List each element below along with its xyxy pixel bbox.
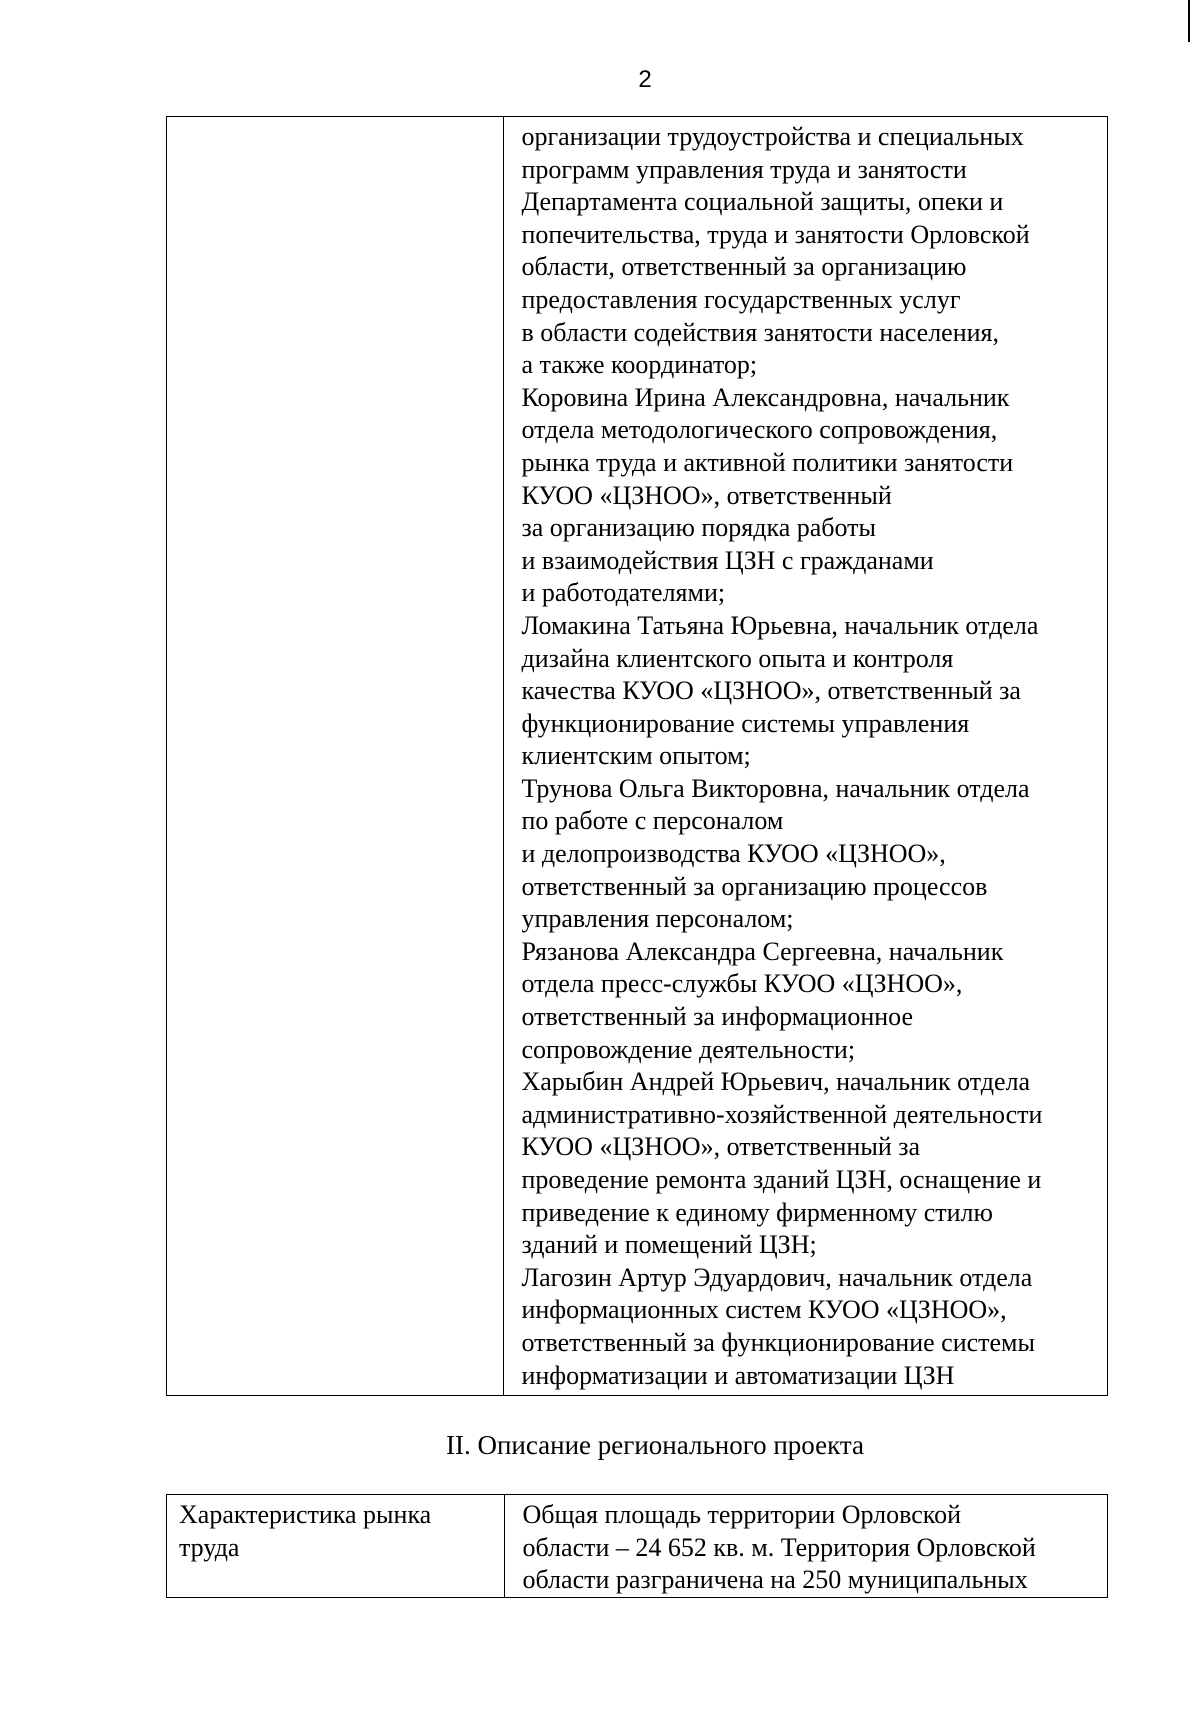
page-number: 2 bbox=[638, 66, 652, 93]
text-line: ответственный за организацию процессов bbox=[521, 871, 988, 901]
text-line: административно-хозяйственной деятельности bbox=[521, 1099, 1043, 1129]
table-cell-responsible-list bbox=[504, 117, 1108, 1396]
text-line: КУОО «ЦЗНОО», ответственный за bbox=[521, 1132, 921, 1162]
text-line: Департамента социальной защиты, опеки и bbox=[521, 187, 1004, 217]
label-line: Характеристика рынка bbox=[179, 1500, 432, 1529]
text-line: Коровина Ирина Александровна, начальник bbox=[521, 382, 1010, 412]
text-line: рынка труда и активной политики занятости bbox=[521, 447, 1014, 477]
text-line: функционирование системы управления bbox=[521, 708, 970, 738]
text-line: проведение ремонта зданий ЦЗН, оснащение и bbox=[521, 1165, 1042, 1194]
text-line: информационных систем КУОО «ЦЗНОО», bbox=[521, 1295, 1007, 1325]
text-line: Трунова Ольга Викторовна, начальник отдела bbox=[521, 773, 1030, 803]
responsible-persons-table bbox=[166, 116, 1108, 1396]
text-line: клиентским опытом; bbox=[521, 741, 751, 771]
label-line: труда bbox=[179, 1532, 240, 1562]
responsible-list-text bbox=[504, 117, 1107, 1392]
text-line: а также координатор; bbox=[521, 350, 758, 380]
labor-market-label bbox=[167, 1495, 504, 1564]
table-row bbox=[167, 117, 1108, 1396]
text-line: зданий и помещений ЦЗН; bbox=[521, 1230, 817, 1260]
text-line: сопровождение деятельности; bbox=[521, 1034, 856, 1064]
text-line: ответственный за функционирование системы bbox=[521, 1327, 1035, 1357]
text-line: по работе с персоналом bbox=[521, 806, 784, 836]
text-line: и работодателями; bbox=[521, 578, 726, 608]
project-description-table bbox=[166, 1494, 1108, 1598]
text-line: Харыбин Андрей Юрьевич, начальник отдела bbox=[521, 1067, 1031, 1097]
text-line: области, ответственный за организацию bbox=[521, 252, 967, 282]
labor-market-description bbox=[505, 1495, 1107, 1597]
text-line: дизайна клиентского опыта и контроля bbox=[521, 643, 954, 673]
text-line: управления персоналом; bbox=[521, 904, 794, 934]
text-line: в области содействия занятости населения, bbox=[521, 317, 1000, 347]
text-line: программ управления труда и занятости bbox=[521, 154, 967, 184]
text-line: области разграничена на 250 муниципальных bbox=[522, 1565, 1028, 1595]
table-cell-value bbox=[505, 1495, 1108, 1598]
section-heading: II. Описание регионального проекта bbox=[445, 1430, 864, 1460]
text-line: ответственный за информационное bbox=[521, 1002, 914, 1032]
text-line: Лагозин Артур Эдуардович, начальник отдела bbox=[521, 1262, 1033, 1292]
table-cell-label bbox=[167, 1495, 505, 1598]
scan-edge-bar bbox=[1188, 0, 1190, 42]
text-line: попечительства, труда и занятости Орловской bbox=[521, 219, 1030, 249]
text-line: предоставления государственных услуг bbox=[521, 284, 961, 314]
text-line: области – 24 652 кв. м. Территория Орловской bbox=[522, 1532, 1036, 1562]
text-line: организации трудоустройства и специальных bbox=[521, 122, 1024, 151]
text-line: за организацию порядка работы bbox=[521, 513, 877, 543]
text-line: и делопроизводства КУОО «ЦЗНОО», bbox=[521, 839, 946, 869]
text-line: отдела методологического сопровождения, bbox=[521, 415, 998, 445]
table-row bbox=[167, 1495, 1108, 1598]
text-line: КУОО «ЦЗНОО», ответственный bbox=[521, 480, 892, 510]
text-line: Ломакина Татьяна Юрьевна, начальник отдела bbox=[521, 610, 1039, 640]
table-cell-empty bbox=[167, 117, 504, 1396]
text-line: приведение к единому фирменному стилю bbox=[521, 1197, 993, 1227]
left-cell-text bbox=[167, 117, 503, 121]
text-line: качества КУОО «ЦЗНОО», ответственный за bbox=[521, 676, 1021, 706]
text-line: отдела пресс-службы КУОО «ЦЗНОО», bbox=[521, 969, 963, 999]
text-line: Рязанова Александра Сергеевна, начальник bbox=[521, 936, 1004, 966]
text-line: Общая площадь территории Орловской bbox=[522, 1500, 961, 1529]
text-line: и взаимодействия ЦЗН с гражданами bbox=[521, 545, 934, 575]
text-line: информатизации и автоматизации ЦЗН bbox=[521, 1360, 955, 1390]
